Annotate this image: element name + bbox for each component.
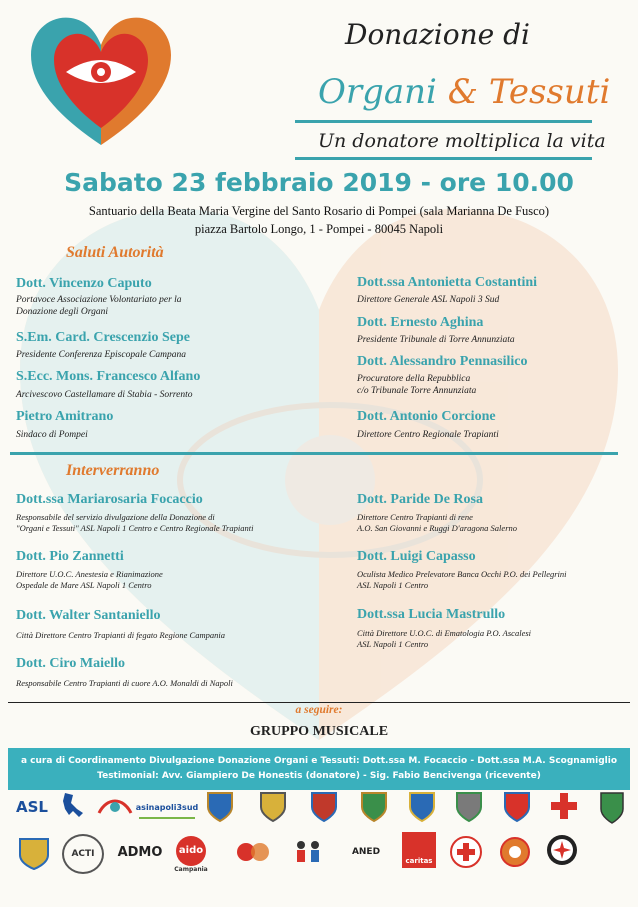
section-divider <box>10 452 618 455</box>
crest-icon <box>307 788 341 824</box>
footer-rule <box>8 702 630 703</box>
crest-icon <box>357 788 391 824</box>
people-logo <box>290 836 326 868</box>
title-rule-bottom <box>295 157 592 160</box>
title-amp: & <box>447 72 479 112</box>
speaker-desc: Responsabile Centro Trapianti di cuore A.O. Monaldi di Napoli <box>16 678 233 688</box>
crest-icon <box>256 788 290 824</box>
interverranno-heading: Interverranno <box>66 462 160 479</box>
speaker-name: Dott. Antonio Corcione <box>357 409 496 424</box>
heart-eye-logo <box>26 10 176 150</box>
speaker-desc: Città Direttore Centro Trapianti di fegato Regione Campania <box>16 630 225 640</box>
desc-line: A.O. San Giovanni e Ruggi D'aragona Salerno <box>357 523 517 533</box>
speaker-desc: Direttore Generale ASL Napoli 3 Sud <box>357 295 500 305</box>
round-badge-icon <box>498 834 532 870</box>
speaker-desc <box>16 512 253 534</box>
title-rule-top <box>295 120 592 123</box>
speaker-name: Dott. Luigi Capasso <box>357 549 476 564</box>
credits-band <box>8 748 630 790</box>
speaker-desc: Sindaco di Pompei <box>16 430 88 440</box>
association-logo <box>232 834 276 870</box>
shield-icon <box>598 786 626 826</box>
shield-icon <box>16 832 52 872</box>
speaker-name: Dott. Vincenzo Caputo <box>16 276 152 291</box>
desc-line: Ospedale de Mare ASL Napoli 1 Centro <box>16 580 152 590</box>
aned-logo: ANED <box>351 847 381 857</box>
caritas-logo: caritas <box>402 832 436 868</box>
speaker-desc <box>16 294 182 318</box>
italy-map-logo <box>55 790 89 824</box>
desc-line: Direttore U.O.C. Anestesia e Rianimazione <box>16 569 163 579</box>
tagline: Un donatore moltiplica la vita <box>318 130 606 152</box>
ribbon-logo <box>94 792 136 822</box>
desc-line: Procuratore della Repubblica <box>357 374 471 384</box>
crest-icon <box>203 788 237 824</box>
speaker-desc: Arcivescovo Castellamare di Stabia - Sorrento <box>16 390 193 400</box>
speaker-name: Dott.ssa Antonietta Costantini <box>357 275 538 290</box>
cross-badge-icon <box>544 832 580 868</box>
title-line2 <box>318 72 610 112</box>
speaker-name: Dott. Pio Zannetti <box>16 549 124 564</box>
speaker-desc <box>357 512 517 534</box>
speaker-desc: Direttore Centro Regionale Trapianti <box>357 430 499 440</box>
desc-line: Città Direttore U.O.C. di Ematologia P.O. Ascalesi <box>357 628 532 638</box>
title-tessuti: Tessuti <box>488 72 611 112</box>
speaker-name: S.Em. Card. Crescenzio Sepe <box>16 330 190 345</box>
asl-logo: ASL <box>16 798 48 816</box>
desc-line: c/o Tribunale Torre Annunziata <box>357 386 477 396</box>
speaker-name: Pietro Amitrano <box>16 409 114 424</box>
desc-line: Responsabile del servizio divulgazione della Donazione di <box>16 512 215 522</box>
venue-line1: Santuario della Beata Maria Vergine del Santo Rosario di Pompei (sala Marianna De Fusco) <box>88 204 550 218</box>
crest-icon <box>452 788 486 824</box>
asinapoli-logo: asinapoli3sud <box>139 797 195 819</box>
speaker-desc <box>357 373 476 397</box>
admo-logo: ADMO <box>117 844 163 860</box>
desc-line: Donazione degli Organi <box>16 307 109 317</box>
desc-line: Direttore Centro Trapianti di rene <box>357 512 473 522</box>
saluti-heading: Saluti Autorità <box>66 244 164 261</box>
speaker-desc <box>357 569 567 591</box>
speaker-desc: Presidente Tribunale di Torre Annunziata <box>357 335 515 345</box>
speaker-desc <box>357 628 531 650</box>
credits-line2: Testimonial: Avv. Giampiero De Honestis (donatore) - Sig. Fabio Bencivenga (ricevente) <box>97 771 541 781</box>
credits-line1: a cura di Coordinamento Divulgazione Donazione Organi e Tessuti: Dott.ssa M. Focaccio - Dott.ssa M.A. Scognamiglio <box>20 756 618 766</box>
crest-icon <box>405 788 439 824</box>
speaker-desc: Presidente Conferenza Episcopale Campana <box>16 350 187 360</box>
title-organi: Organi <box>318 72 437 112</box>
red-cross-badge-icon <box>448 834 484 870</box>
speaker-name: S.Ecc. Mons. Francesco Alfano <box>16 369 201 384</box>
venue-line2: piazza Bartolo Longo, 1 - Pompei - 80045 Napoli <box>194 222 444 236</box>
desc-line: ASL Napoli 1 Centro <box>357 639 429 649</box>
desc-line: Oculista Medico Prelevatore Banca Occhi P.O. dei Pellegrini <box>357 569 567 579</box>
speaker-name: Dott. Ernesto Aghina <box>357 315 484 330</box>
crest-icon <box>500 788 534 824</box>
aido-mark: aido <box>176 836 206 866</box>
desc-line: Portavoce Associazione Volontariato per la <box>16 295 182 305</box>
red-cross-icon <box>548 790 580 822</box>
a-seguire: a seguire: <box>295 704 343 716</box>
speaker-name: Dott. Alessandro Pennasilico <box>357 354 528 369</box>
desc-line: "Organi e Tessuti" ASL Napoli 1 Centro e Centro Regionale Trapianti <box>16 523 254 533</box>
title-line1: Donazione di <box>345 18 530 51</box>
aido-logo <box>176 832 206 876</box>
speaker-name: Dott.ssa Lucia Mastrullo <box>357 607 506 622</box>
speaker-name: Dott. Ciro Maiello <box>16 656 125 671</box>
speaker-desc <box>16 569 163 591</box>
event-date: Sabato 23 febbraio 2019 - ore 10.00 <box>64 168 574 197</box>
speaker-name: Dott. Walter Santaniello <box>16 608 161 623</box>
gruppo-musicale: GRUPPO MUSICALE <box>249 724 389 739</box>
acti-logo: ACTI <box>62 834 104 874</box>
speaker-name: Dott.ssa Mariarosaria Focaccio <box>16 492 203 507</box>
desc-line: ASL Napoli 1 Centro <box>357 580 429 590</box>
aido-sub: Campania <box>174 865 208 873</box>
speaker-name: Dott. Paride De Rosa <box>357 492 483 507</box>
